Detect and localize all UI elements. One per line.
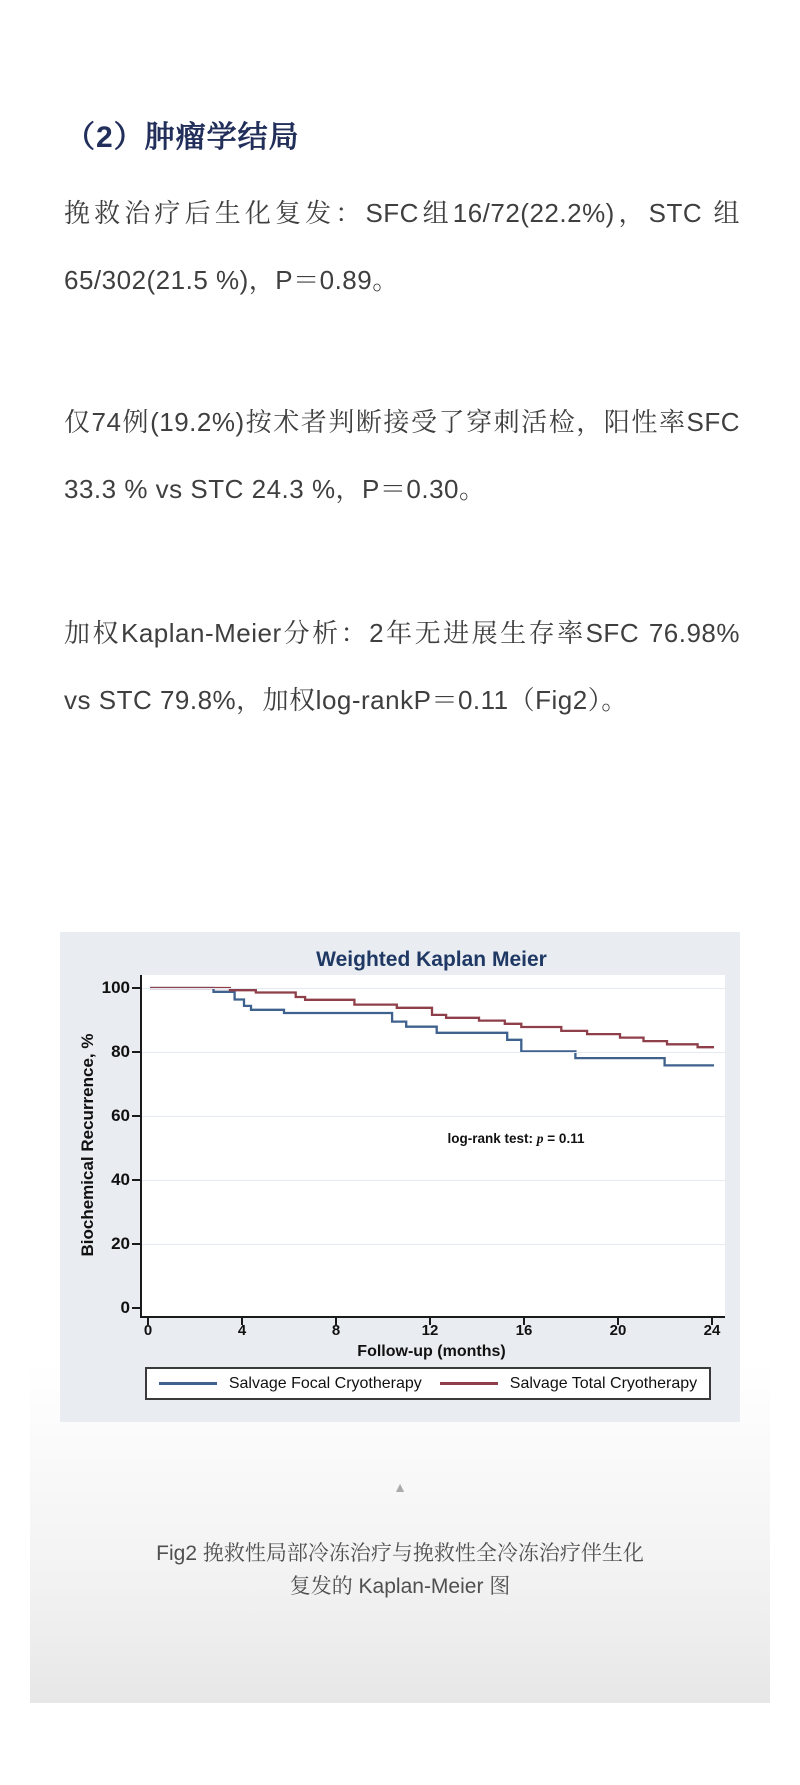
- caption-line-2: 复发的 Kaplan-Meier 图: [289, 1575, 511, 1598]
- y-tick-label: 60: [111, 1106, 130, 1125]
- y-tick-mark: [132, 1051, 140, 1053]
- x-tick-label: 24: [703, 1322, 721, 1339]
- chart-legend: [145, 1367, 711, 1400]
- curve-salvage-focal-cryotherapy: [150, 988, 714, 1065]
- legend-entry: [440, 1375, 697, 1393]
- x-tick-label: 4: [237, 1322, 247, 1339]
- y-tick-mark: [132, 1307, 140, 1309]
- y-gridline: [142, 988, 725, 989]
- legend-label: Salvage Total Cryotherapy: [509, 1374, 698, 1392]
- legend-line-swatch: [159, 1382, 217, 1385]
- y-tick-label: 40: [111, 1170, 130, 1189]
- y-tick-mark: [132, 1115, 140, 1117]
- y-gridline: [142, 1180, 725, 1181]
- y-tick-mark: [132, 1243, 140, 1245]
- annotation-text: log-rank test:: [447, 1131, 537, 1146]
- y-tick-label: 100: [101, 978, 130, 997]
- chart-title: Weighted Kaplan Meier: [316, 948, 547, 971]
- annotation-value: = 0.11: [543, 1131, 585, 1146]
- y-tick-label: 20: [111, 1234, 130, 1253]
- x-tick-label: 8: [331, 1322, 341, 1339]
- y-tick-label: 0: [120, 1298, 130, 1317]
- x-tick-label: 12: [421, 1322, 439, 1339]
- paragraph-biochemical-recurrence: 挽救治疗后生化复发：SFC组16/72(22.2%)，STC 组65/302(21.5 %)，P＝0.89。: [64, 198, 740, 295]
- legend-label: Salvage Focal Cryotherapy: [228, 1374, 422, 1392]
- kaplan-meier-figure: [60, 932, 740, 1422]
- annotation-p-symbol: p: [536, 1131, 544, 1146]
- x-tick-label: 16: [515, 1322, 533, 1339]
- legend-line-swatch: [440, 1382, 498, 1385]
- paragraph-biopsy-results: 仅74例(19.2%)按术者判断接受了穿刺活检，阳性率SFC 33.3 % vs STC 24.3 %，P＝0.30。: [64, 407, 740, 504]
- collapse-figure-button[interactable]: ▲: [393, 1479, 407, 1495]
- y-tick-mark: [132, 987, 140, 989]
- legend-entry: [159, 1375, 422, 1393]
- y-gridline: [142, 1052, 725, 1053]
- y-axis-label: Biochemical Recurrence, %: [78, 1033, 97, 1257]
- paragraph-kaplan-meier-analysis: 加权Kaplan-Meier分析：2年无进展生存率SFC 76.98% vs STC 79.8%，加权log-rankP＝0.11（Fig2）。: [64, 618, 740, 715]
- section-heading: （2）肿瘤学结局: [65, 121, 300, 154]
- x-axis-label: Follow-up (months): [357, 1343, 506, 1360]
- caption-line-1: Fig2 挽救性局部冷冻治疗与挽救性全冷冻治疗伴生化: [156, 1542, 644, 1565]
- x-tick-label: 20: [609, 1322, 627, 1339]
- x-tick-label: 0: [143, 1322, 153, 1339]
- plot-area: [140, 975, 725, 1318]
- figure-caption: [30, 1537, 770, 1603]
- y-tick-mark: [132, 1179, 140, 1181]
- y-gridline: [142, 1244, 725, 1245]
- content-card: [30, 0, 770, 1703]
- log-rank-annotation: [396, 1131, 636, 1147]
- y-gridline: [142, 1116, 725, 1117]
- y-tick-label: 80: [111, 1042, 130, 1061]
